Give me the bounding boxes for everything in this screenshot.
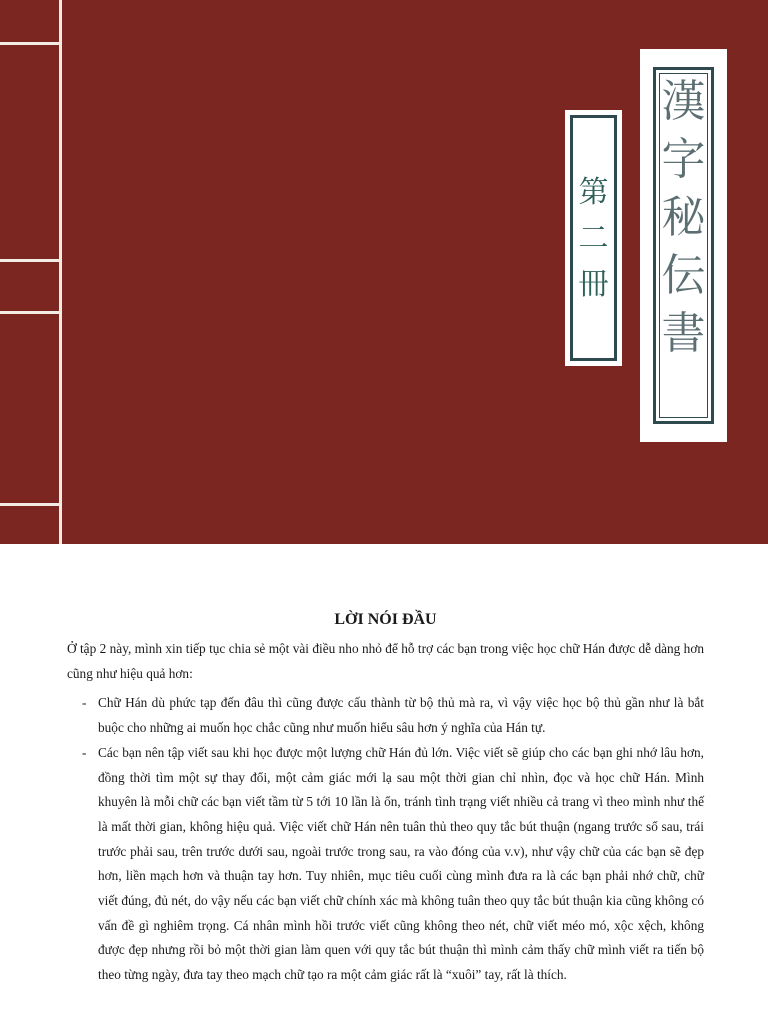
volume-char: 二 — [578, 221, 609, 256]
list-item-text: Chữ Hán dù phức tạp đến đâu thì cũng được cấu thành từ bộ thủ mà ra, vì vậy việc học bộ thủ gần như là bắt buộc cho những ai muốn học chắc cũng như muốn hiểu sâu hơn ý nghĩa của Hán tự. — [98, 695, 704, 736]
bullet-marker: - — [82, 744, 87, 760]
title-char: 秘 — [661, 192, 706, 243]
volume-label — [565, 110, 622, 366]
title-frame — [653, 67, 714, 424]
list-item-text: Các bạn nên tập viết sau khi học được một lượng chữ Hán đủ lớn. Việc viết sẽ giúp cho các bạn ghi nhớ lâu hơn, đồng thời tìm một sự thay đổi, một cảm giác mới lạ sau một thời gian chỉ nhìn, đọc và học chữ Hán. Mình khuyên là mỗi chữ các bạn viết tầm từ 5 tới 10 lần là ổn, tránh tình trạng viết nhiều cả trang vì theo mình như thế là mất thời gian, không hiệu quả. Việc viết chữ Hán nên tuân thủ theo quy tắc bút thuận (ngang trước sổ sau, trái trước phải sau, trên trước dưới sau, ngoài trước trong sau, ra vào đóng của v.v), như vậy chữ của các bạn sẽ đẹp hơn, liền mạch hơn và thuận tay hơn. Tuy nhiên, mục tiêu cuối cùng mình đưa ra là các bạn phải nhớ chữ, chữ viết đúng, đủ nét, do vậy nếu các bạn viết chữ chính xác mà không tuân theo quy tắc bút thuận kia cũng không có vấn đề gì nghiêm trọng. Cá nhân mình hồi trước viết cũng không theo nét, chữ viết méo mó, xộc xệch, không được đẹp nhưng rồi bỏ một thời gian làm quen với quy tắc bút thuận thì mình cảm thấy chữ mình viết ra tiến bộ theo từng ngày, đưa tay theo mạch chữ tạo ra một cảm giác rất là “xuôi” tay, rất là thích. — [98, 744, 704, 983]
binding-stitch — [0, 259, 60, 262]
volume-frame — [570, 115, 617, 361]
title-char: 伝 — [661, 250, 706, 301]
volume-char: 冊 — [578, 267, 609, 302]
binding-stitch — [0, 311, 60, 314]
list-item — [67, 741, 704, 988]
spine-line — [59, 0, 62, 544]
preface — [67, 608, 704, 988]
binding-stitch — [0, 503, 60, 506]
bullet-list — [67, 691, 704, 987]
title-char: 字 — [661, 134, 706, 185]
title-inner-frame — [659, 73, 708, 418]
intro-paragraph: Ở tập 2 này, mình xin tiếp tục chia sẻ một vài điều nho nhỏ để hỗ trợ các bạn trong việc học chữ Hán được dễ dàng hơn cũng như hiệu quả hơn: — [67, 641, 704, 681]
title-char: 漢 — [661, 76, 706, 127]
title-label — [640, 49, 727, 442]
bullet-marker: - — [82, 695, 87, 711]
title-char: 書 — [661, 308, 706, 359]
volume-char: 第 — [578, 175, 609, 210]
binding-stitch — [0, 42, 60, 45]
page-title: LỜI NÓI ĐẦU — [334, 611, 437, 628]
list-item — [67, 691, 704, 740]
